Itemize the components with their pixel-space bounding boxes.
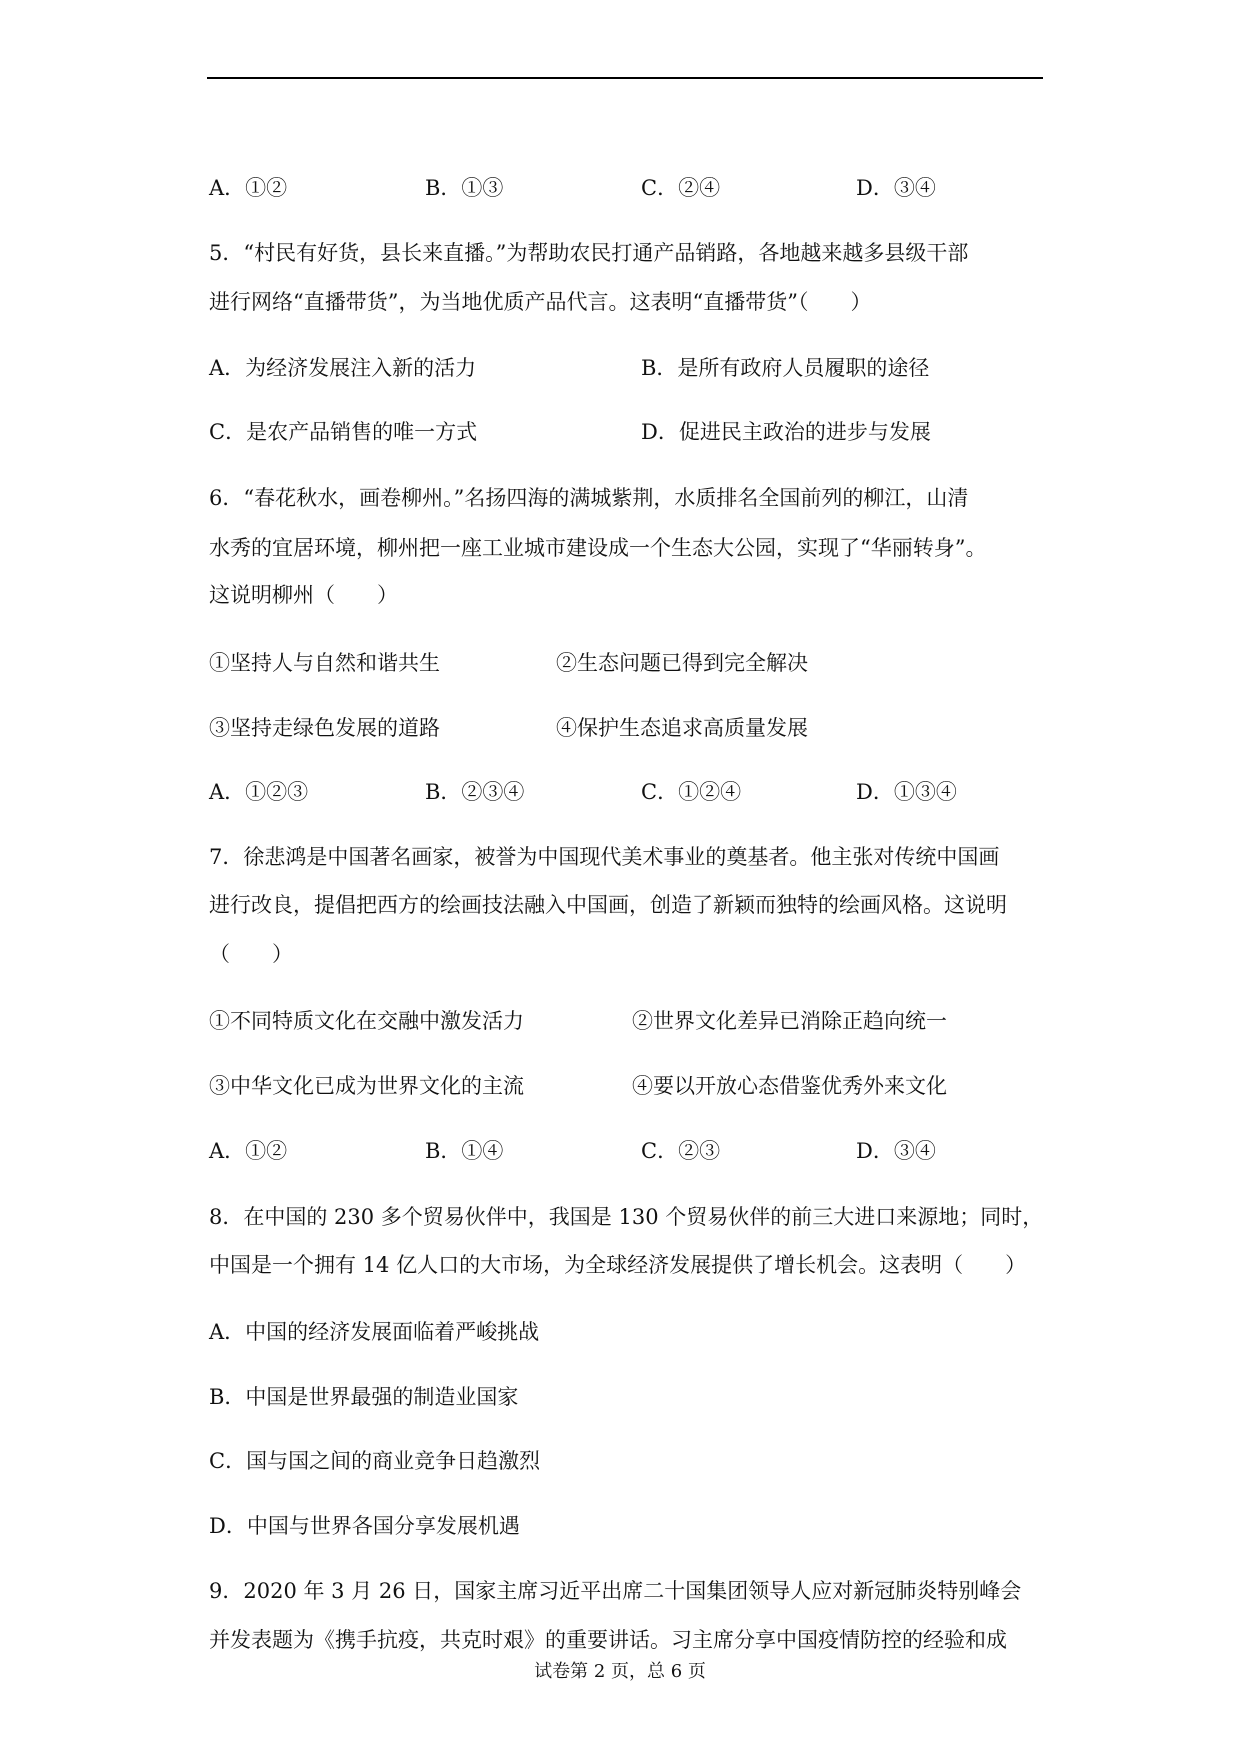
q5-stem-line-2: 进行网络“直播带货”，为当地优质产品代言。这表明“直播带货”（ ） — [209, 290, 872, 314]
q5-stem-line-1: 5．“村民有好货，县长来直播。”为帮助农民打通产品销路，各地越来越多县级干部 — [209, 241, 969, 265]
q8-option-b[interactable]: B．中国是世界最强的制造业国家 — [209, 1385, 519, 1409]
q5-options-row-2 — [209, 418, 1049, 446]
q7-statements-row-2 — [209, 1072, 1049, 1100]
q7-options — [209, 1137, 1049, 1165]
q6-statements-row-1 — [209, 649, 1049, 677]
q5-option-c[interactable]: C．是农产品销售的唯一方式 — [209, 420, 478, 444]
q4-option-c[interactable]: C．②④ — [641, 176, 721, 200]
q7-statement-3: ③中华文化已成为世界文化的主流 — [209, 1074, 524, 1098]
q6-statement-4: ④保护生态追求高质量发展 — [556, 716, 808, 740]
q6-stem-line-1: 6．“春花秋水，画卷柳州。”名扬四海的满城紫荆，水质排名全国前列的柳江，山清 — [209, 486, 969, 510]
q9-stem-line-1: 9．2020 年 3 月 26 日，国家主席习近平出席二十国集团领导人应对新冠肺炎特别峰会 — [209, 1579, 1022, 1603]
q6-option-d[interactable]: D．①③④ — [856, 780, 957, 804]
q6-statement-3: ③坚持走绿色发展的道路 — [209, 716, 440, 740]
q7-option-b[interactable]: B．①④ — [425, 1139, 504, 1163]
q6-option-b[interactable]: B．②③④ — [425, 780, 525, 804]
q4-options — [209, 174, 1049, 202]
q7-option-a[interactable]: A．①② — [209, 1139, 288, 1163]
q7-option-c[interactable]: C．②③ — [641, 1139, 721, 1163]
q6-statement-1: ①坚持人与自然和谐共生 — [209, 651, 440, 675]
q7-statement-1: ①不同特质文化在交融中激发活力 — [209, 1009, 524, 1033]
q8-option-c[interactable]: C．国与国之间的商业竞争日趋激烈 — [209, 1449, 541, 1473]
q8-stem-line-1: 8．在中国的 230 多个贸易伙伴中，我国是 130 个贸易伙伴的前三大进口来源地；同时， — [209, 1205, 1044, 1229]
q5-option-a[interactable]: A．为经济发展注入新的活力 — [209, 356, 477, 380]
q4-option-d[interactable]: D．③④ — [856, 176, 936, 200]
q5-options-row-1 — [209, 354, 1049, 382]
q7-stem-line-1: 7．徐悲鸿是中国著名画家，被誉为中国现代美术事业的奠基者。他主张对传统中国画 — [209, 845, 1000, 869]
header-rule — [207, 77, 1043, 79]
q6-statements-row-2 — [209, 714, 1049, 742]
q7-stem-line-3: （ ） — [209, 942, 293, 966]
q7-statements-row-1 — [209, 1007, 1049, 1035]
q8-option-a[interactable]: A．中国的经济发展面临着严峻挑战 — [209, 1320, 540, 1344]
q6-option-c[interactable]: C．①②④ — [641, 780, 742, 804]
q6-option-a[interactable]: A．①②③ — [209, 780, 309, 804]
q7-option-d[interactable]: D．③④ — [856, 1139, 936, 1163]
q6-statement-2: ②生态问题已得到完全解决 — [556, 651, 808, 675]
q8-stem-line-2: 中国是一个拥有 14 亿人口的大市场，为全球经济发展提供了增长机会。这表明（ ） — [209, 1253, 1027, 1277]
page-footer: 试卷第 2 页，总 6 页 — [534, 1661, 706, 1682]
q6-stem-line-2: 水秀的宜居环境，柳州把一座工业城市建设成一个生态大公园，实现了“华丽转身”。 — [209, 536, 987, 560]
q8-option-d[interactable]: D．中国与世界各国分享发展机遇 — [209, 1514, 520, 1538]
q7-statement-2: ②世界文化差异已消除正趋向统一 — [632, 1009, 947, 1033]
q4-option-a[interactable]: A．①② — [209, 176, 288, 200]
q9-stem-line-2: 并发表题为《携手抗疫，共克时艰》的重要讲话。习主席分享中国疫情防控的经验和成 — [209, 1628, 1007, 1652]
q4-option-b[interactable]: B．①③ — [425, 176, 504, 200]
q6-options — [209, 778, 1049, 806]
q7-stem-line-2: 进行改良，提倡把西方的绘画技法融入中国画，创造了新颖而独特的绘画风格。这说明 — [209, 893, 1007, 917]
q7-statement-4: ④要以开放心态借鉴优秀外来文化 — [632, 1074, 947, 1098]
q5-option-d[interactable]: D．促进民主政治的进步与发展 — [641, 420, 931, 444]
q6-stem-line-3: 这说明柳州（ ） — [209, 583, 398, 607]
q5-option-b[interactable]: B．是所有政府人员履职的途径 — [641, 356, 930, 380]
